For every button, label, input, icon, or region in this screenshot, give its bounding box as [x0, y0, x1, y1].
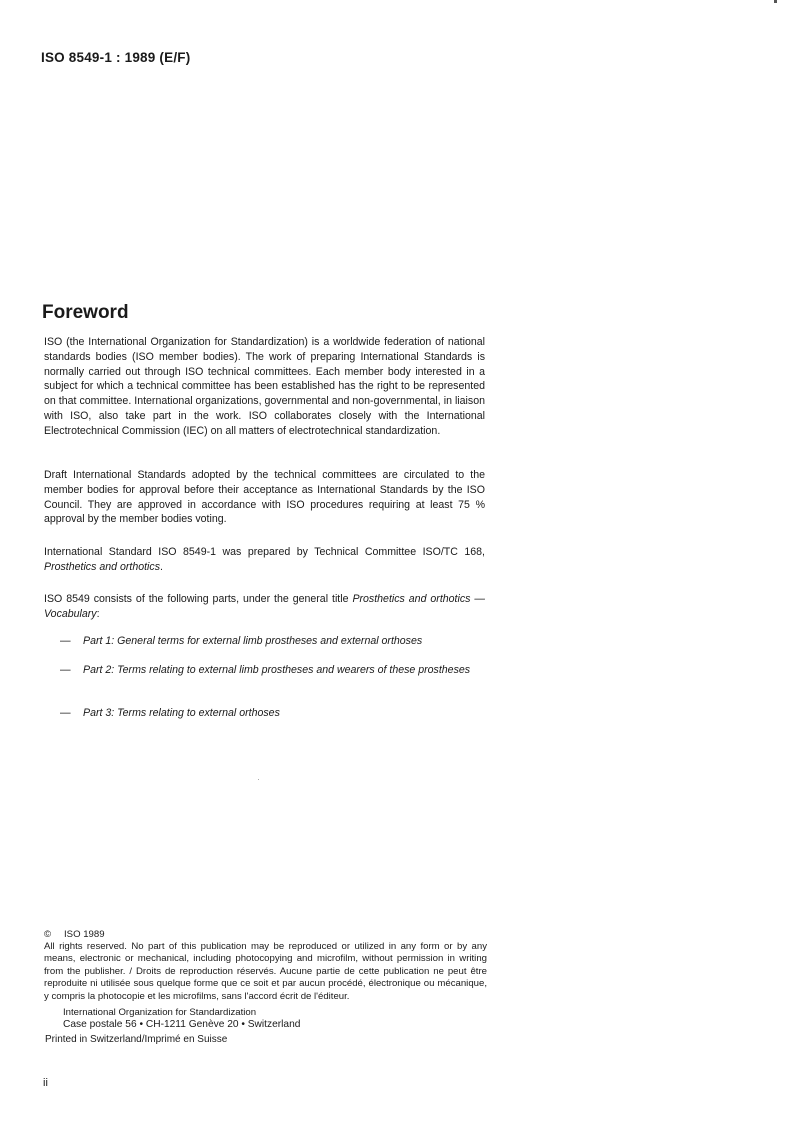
committee-title: Prosthetics and orthotics [44, 560, 160, 573]
foreword-paragraph-2: Draft International Standards adopted by the technical committees are circulated to the member bodies for approval before their acceptance as International Standards by the ISO Council. They are approved in accordance with ISO procedures requiring at least 75 % approval by the member bodies voting. [44, 469, 485, 526]
foreword-paragraph-3 [44, 545, 485, 575]
document-id: ISO 8549-1 : 1989 (E/F) [41, 50, 191, 65]
list-item [60, 634, 485, 649]
list-dash: — [60, 635, 71, 647]
rights-notice: All rights reserved. No part of this publication may be reproduced or utilized in any form or by any means, electronic or mechanical, including photocopying and microfilm, without permission in writing from the publisher. / Droits de reproduction réservés. Aucune partie de cette publication ne peut être reproduite ni utilisée sous quelque forme que ce soit et par aucun procédé, électronique ou mécanique, y compris la photocopie et les microfilms, sans l'accord écrit de l'éditeur. [44, 941, 487, 1002]
list-item [60, 663, 485, 678]
paragraph-text: . [160, 560, 163, 573]
paragraph-text: ISO 8549 consists of the following parts, under the general title [44, 593, 353, 605]
page-title: Foreword [42, 302, 129, 323]
publisher-address: Case postale 56 • CH-1211 Genève 20 • Switzerland [63, 1019, 301, 1030]
copyright-icon: © [44, 929, 52, 940]
copyright-line [44, 929, 105, 941]
list-item [60, 706, 485, 721]
list-dash: — [60, 664, 71, 676]
list-dash: — [60, 707, 71, 719]
paragraph-text: International Standard ISO 8549-1 was prepared by Technical Committee ISO/TC 168, [44, 546, 485, 558]
part-label: Part 1: General terms for external limb prostheses and external orthoses [83, 635, 423, 647]
scan-artifact [774, 0, 777, 3]
publisher-name: International Organization for Standardization [63, 1007, 257, 1018]
series-title: Prosthetics and orthotics — Vocabulary [44, 593, 485, 620]
part-label: Part 2: Terms relating to external limb prostheses and wearers of these prostheses [83, 664, 471, 676]
paragraph-text: : [96, 607, 100, 620]
foreword-paragraph-1: ISO (the International Organization for Standardization) is a worldwide federation of national standards bodies (ISO member bodies). The work of preparing International Standards is normally carried out through ISO technical committees. Each member body interested in a subject for which a technical committee has been established has the right to be represented on that committee. International organizations, governmental and non-governmental, in liaison with ISO, also take part in the work. ISO collaborates closely with the International Electrotechnical Commission (IEC) on all matters of electrotechnical standardization. [44, 336, 485, 437]
part-label: Part 3: Terms relating to external orthoses [83, 707, 280, 719]
page-number: ii [43, 1077, 48, 1089]
foreword-paragraph-4 [44, 592, 485, 622]
copyright-text: ISO 1989 [64, 929, 105, 940]
scan-artifact [258, 779, 259, 780]
printed-in: Printed in Switzerland/Imprimé en Suisse [45, 1034, 228, 1045]
